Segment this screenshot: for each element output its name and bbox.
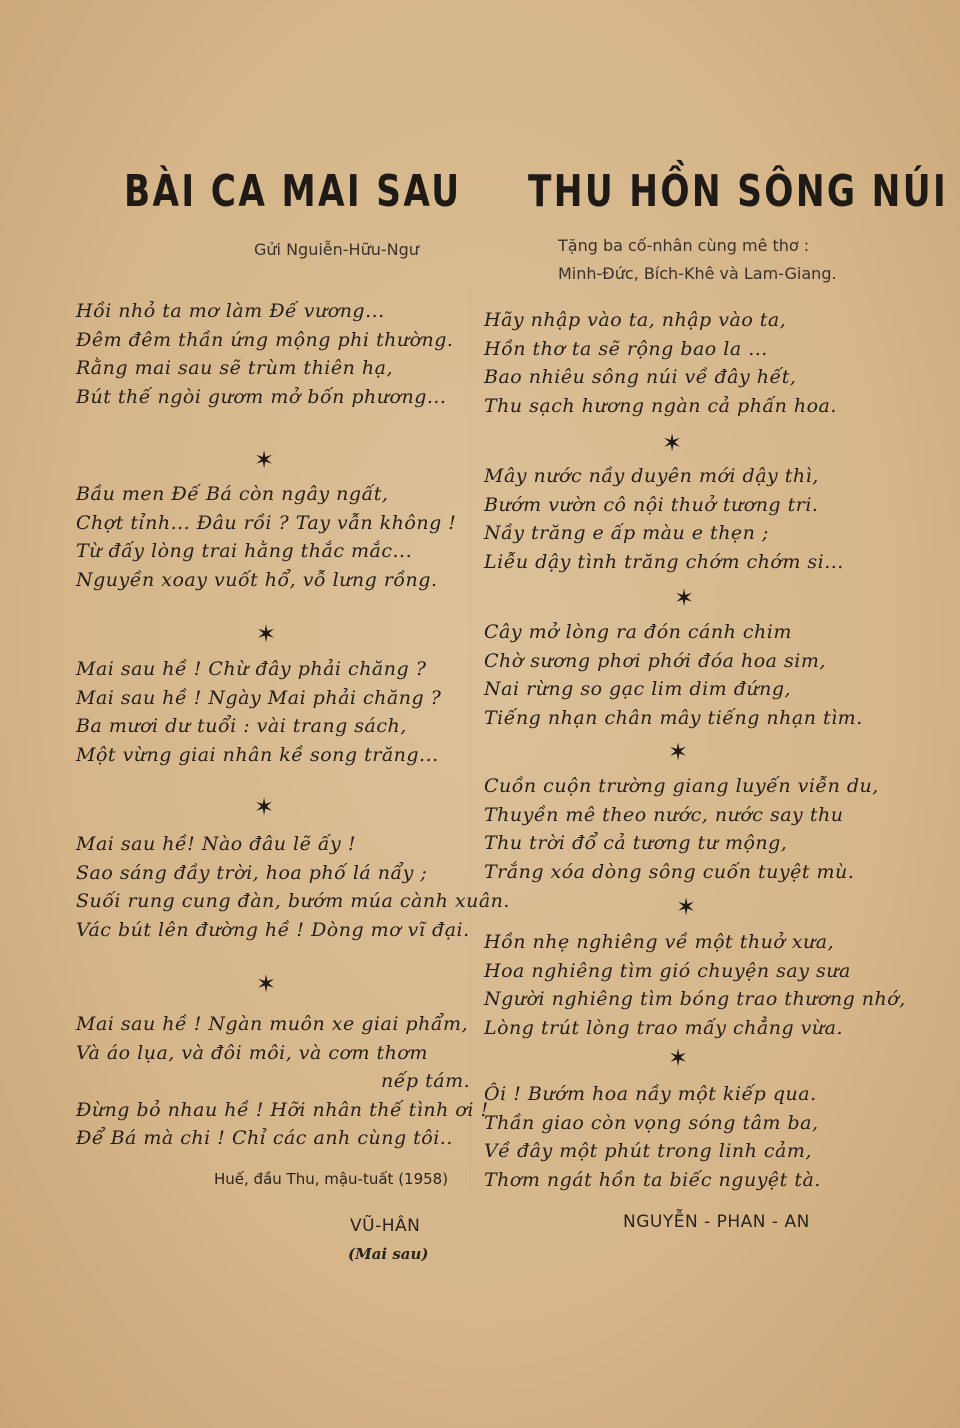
right-poem-title: THU HỒN SÔNG NÚI xyxy=(528,166,949,217)
verse-line: Mai sau hề ! Ngày Mai phải chăng ? xyxy=(76,686,442,709)
right-stanza-1 xyxy=(484,306,837,420)
verse-line: Bầu men Đế Bá còn ngây ngất, xyxy=(76,483,389,505)
star-divider-icon: ✶ xyxy=(256,620,277,648)
verse-line: Hồn nhẹ nghiêng về một thuở xưa, xyxy=(484,931,835,953)
left-poem-pen-name: (Mai sau) xyxy=(348,1245,429,1263)
verse-line: Đêm đêm thần ứng mộng phi thường. xyxy=(76,328,454,351)
verse-line: Tiếng nhạn chân mây tiếng nhạn tìm. xyxy=(484,706,863,729)
verse-line: Hãy nhập vào ta, nhập vào ta, xyxy=(484,309,787,331)
star-divider-icon: ✶ xyxy=(662,429,683,457)
right-stanza-6 xyxy=(484,1080,821,1194)
star-divider-icon: ✶ xyxy=(254,793,275,821)
star-divider-icon: ✶ xyxy=(256,970,277,998)
verse-line: Một vừng giai nhân kề song trăng... xyxy=(76,743,439,766)
verse-line: Liễu dậy tình trăng chớm chớm si... xyxy=(484,550,844,573)
star-divider-icon: ✶ xyxy=(254,446,275,474)
right-stanza-4 xyxy=(484,772,879,886)
verse-line: Mai sau hề ! Chừ đây phải chăng ? xyxy=(76,658,427,680)
verse-line: Thần giao còn vọng sóng tâm ba, xyxy=(484,1111,819,1134)
verse-line: Thu trời đổ cả tương tư mộng, xyxy=(484,832,788,854)
verse-line: Mai sau hề! Nào đâu lẽ ấy ! xyxy=(76,833,356,855)
place-date: Huế, đầu Thu, mậu-tuất (1958) xyxy=(214,1170,449,1188)
verse-line: Lòng trút lòng trao mấy chẳng vừa. xyxy=(484,1016,844,1039)
verse-line: Cuồn cuộn trường giang luyến viễn du, xyxy=(484,775,879,797)
dedication-line: Minh-Đức, Bích-Khê và Lam-Giang. xyxy=(558,264,837,283)
verse-line: Về đây một phút trong linh cảm, xyxy=(484,1140,812,1162)
verse-line: Thu sạch hương ngàn cả phấn hoa. xyxy=(484,394,837,417)
verse-line: Vác bút lên đường hề ! Dòng mơ vĩ đại. xyxy=(76,918,470,941)
verse-line: Hồn thơ ta sẽ rộng bao la ... xyxy=(484,337,768,360)
verse-line: Mây nước nầy duyên mới dậy thì, xyxy=(484,465,819,487)
right-stanza-2 xyxy=(484,462,844,576)
verse-line: Và áo lụa, và đôi môi, và cơm thơm xyxy=(76,1041,428,1064)
verse-line: Hoa nghiêng tìm gió chuyện say sưa xyxy=(484,959,851,982)
verse-line: nếp tám. xyxy=(381,1070,471,1092)
star-divider-icon: ✶ xyxy=(668,1044,689,1072)
verse-line: Cây mở lòng ra đón cánh chim xyxy=(484,621,792,643)
verse-line: Sao sáng đầy trời, hoa phố lá nẩy ; xyxy=(76,861,428,884)
right-stanza-5 xyxy=(484,928,906,1042)
star-divider-icon: ✶ xyxy=(674,584,695,612)
left-stanza-4 xyxy=(76,830,510,944)
left-stanza-2 xyxy=(76,480,456,594)
verse-line: Ôi ! Bướm hoa nầy một kiếp qua. xyxy=(484,1083,817,1105)
left-poem-author: VŨ-HÂN xyxy=(350,1216,421,1236)
verse-line: Thơm ngát hồn ta biếc nguyệt tà. xyxy=(484,1168,821,1191)
dedication-line: Tặng ba cố-nhân cùng mê thơ : xyxy=(558,236,810,255)
verse-line: Nai rừng so gạc lim dim đứng, xyxy=(484,678,792,700)
verse-line: Mai sau hề ! Ngàn muôn xe giai phẩm, xyxy=(76,1013,469,1035)
right-poem-author: NGUYỄN - PHAN - AN xyxy=(623,1212,810,1232)
left-poem-title: BÀI CA MAI SAU xyxy=(124,166,462,217)
verse-line: Từ đấy lòng trai hằng thắc mắc... xyxy=(76,540,413,562)
star-divider-icon: ✶ xyxy=(676,893,697,921)
verse-line: Trắng xóa dòng sông cuốn tuyệt mù. xyxy=(484,860,855,883)
star-divider-icon: ✶ xyxy=(668,738,689,766)
verse-line: Đừng bỏ nhau hề ! Hỡi nhân thế tình ơi ! xyxy=(76,1098,489,1121)
verse-line: Suối rung cung đàn, bướm múa cành xuân. xyxy=(76,890,510,912)
verse-line: Bao nhiêu sông núi về đây hết, xyxy=(484,366,797,388)
verse-line: Rằng mai sau sẽ trùm thiên hạ, xyxy=(76,357,394,379)
left-stanza-5 xyxy=(76,1010,489,1153)
verse-line: Nguyền xoay vuốt hổ, vỗ lưng rồng. xyxy=(76,568,438,591)
left-poem-dedication: Gửi Nguiễn-Hữu-Ngư xyxy=(254,240,419,259)
verse-line: Bướm vườn cô nội thuở tương tri. xyxy=(484,493,819,516)
right-stanza-3 xyxy=(484,618,863,732)
verse-line: Để Bá mà chi ! Chỉ các anh cùng tôi.. xyxy=(76,1127,453,1149)
verse-line: Người nghiêng tìm bóng trao thương nhớ, xyxy=(484,988,906,1010)
right-poem-dedication xyxy=(558,232,837,288)
verse-line: Chờ sương phơi phới đóa hoa sim, xyxy=(484,649,826,672)
left-stanza-1 xyxy=(76,297,453,411)
verse-line: Ba mươi dư tuổi : vài trang sách, xyxy=(76,715,407,737)
verse-line: Nầy trăng e ấp màu e thẹn ; xyxy=(484,522,769,544)
verse-line: Hồi nhỏ ta mơ làm Đế vương... xyxy=(76,300,385,322)
verse-line: Chợt tỉnh... Đâu rồi ? Tay vẫn không ! xyxy=(76,511,457,534)
verse-line: Thuyền mê theo nước, nước say thu xyxy=(484,803,844,826)
verse-line: Bút thế ngòi gươm mở bốn phương... xyxy=(76,385,447,408)
left-stanza-3 xyxy=(76,655,441,769)
